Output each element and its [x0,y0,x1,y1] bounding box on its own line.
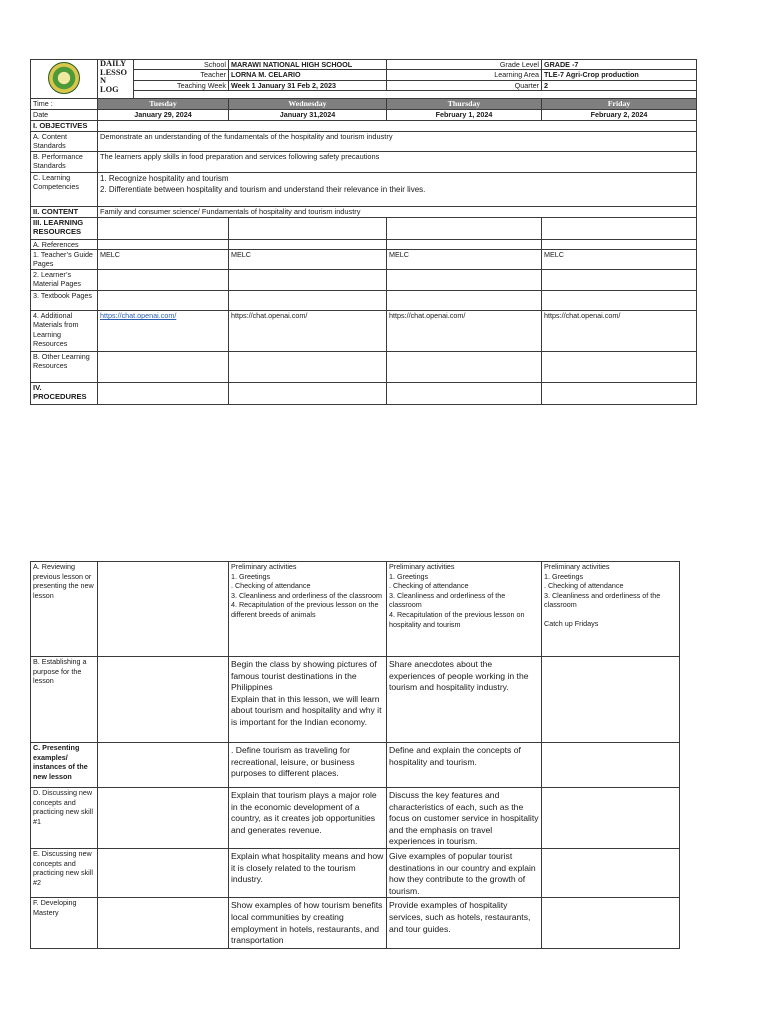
list-item: 3. Cleanliness and orderliness of the classroom [231,590,383,600]
procedure-b-thu: Share anecdotes about the experiences of people working in the tourism and hospitality industry. [387,657,542,743]
quarter-value: 2 [542,80,697,90]
content-standards-text: Demonstrate an understanding of the fundamentals of the hospitality and tourism industry [98,131,697,151]
procedure-d-thu: Discuss the key features and characteristics of each, such as the focus on customer service in hospitality and the emphasis on travel experiences in tourism. [387,788,542,849]
procedure-d-label: D. Discussing new concepts and practicing new skill #1 [31,788,98,849]
list-item: Preliminary activities [231,562,297,571]
procedure-c-thu: Define and explain the concepts of hospitality and tourism. [387,743,542,788]
list-item: 1. Greetings [231,571,271,581]
teachers-guide-fri: MELC [542,250,697,270]
learners-material-label: 2. Learner’s Material Pages [31,270,98,291]
school-value: MARAWI NATIONAL HIGH SCHOOL [229,60,387,70]
list-item: 3. Cleanliness and orderliness of the classroom [389,590,506,610]
procedure-b-wed [229,657,387,743]
resources-heading: III. LEARNING RESOURCES [31,217,98,239]
competency-2: 2. Differentiate between hospitality and tourism and understand their relevance in their lives. [100,184,426,194]
date-thursday: February 1, 2024 [387,110,542,120]
procedure-a-thu [387,562,542,657]
performance-standards-text: The learners apply skills in food preparation and services following safety precautions [98,151,697,172]
grade-label: Grade Level [387,60,542,70]
list-item: 1. Greetings [544,571,584,581]
procedure-a-fri [542,562,680,657]
learning-competencies-label: C. Learning Competencies [31,172,98,206]
dll-procedures-table [30,561,680,949]
competency-1: 1. Recognize hospitality and tourism [100,173,229,183]
catch-up-fridays: Catch up Fridays [544,618,599,628]
date-friday: February 2, 2024 [542,110,697,120]
procedure-a-wed [229,562,387,657]
school-seal-icon [48,62,80,94]
teacher-label: Teacher [134,70,229,80]
procedure-f-wed: Show examples of how tourism benefits local communities by creating employment in hotels, restaurants, and transportation [229,898,387,949]
week-label: Teaching Week [134,80,229,90]
procedure-e-label: E. Discussing new concepts and practicing new skill #2 [31,848,98,897]
date-label: Date [31,110,98,120]
procedure-e-thu: Give examples of popular tourist destinations in our country and explain how they contribute to the growth of tourism. [387,848,542,897]
date-wednesday: January 31,2024 [229,110,387,120]
textbook-label: 3. Textbook Pages [31,291,98,311]
area-value: TLE-7 Agri-Crop production [542,70,697,80]
content-heading: II. CONTENT [31,206,98,217]
procedure-c-wed: . Define tourism as traveling for recreational, leisure, or business purposes to different places. [229,743,387,788]
area-label: Learning Area [387,70,542,80]
list-item: 3. Cleanliness and orderliness of the classroom [544,590,661,610]
procedures-heading: IV. PROCEDURES [31,383,98,405]
list-item: Preliminary activities [544,562,610,571]
teachers-guide-thu: MELC [387,250,542,270]
learning-competencies-text [98,172,697,206]
teachers-guide-wed: MELC [229,250,387,270]
additional-materials-fri: https://chat.openai.com/ [542,311,697,352]
performance-standards-label: B. Performance Standards [31,151,98,172]
procedure-e-wed: Explain what hospitality means and how it is closely related to the tourism industry. [229,848,387,897]
teacher-value: LORNA M. CELARIO [229,70,387,80]
list-item: . Checking of attendance [389,581,469,591]
school-logo-cell [31,60,98,99]
other-resources-label: B. Other Learning Resources [31,352,98,383]
additional-materials-link-tue[interactable]: https://chat.openai.com/ [100,311,177,321]
dll-header-table [30,59,697,405]
school-label: School [134,60,229,70]
list-item: . Checking of attendance [231,581,311,591]
paragraph: Begin the class by showing pictures of famous tourist destinations in the Philippines [231,659,377,693]
list-item: 1. Greetings [389,571,429,581]
title-line: LESSO [100,67,128,77]
additional-materials-label: 4. Additional Materials from Learning Resources [31,311,98,352]
procedure-f-thu: Provide examples of hospitality services, such as hotels, restaurants, and tour guides. [387,898,542,949]
objectives-heading: I. OBJECTIVES [31,120,98,131]
additional-materials-thu: https://chat.openai.com/ [387,311,542,352]
week-value: Week 1 January 31 Feb 2, 2023 [229,80,387,90]
day-thursday: Thursday [387,99,542,110]
procedure-c-label: C. Presenting examples/ instances of the new lesson [31,743,98,788]
time-label: Time : [31,99,98,110]
quarter-label: Quarter [387,80,542,90]
content-standards-label: A. Content Standards [31,131,98,151]
day-friday: Friday [542,99,697,110]
teachers-guide-label: 1. Teacher’s Guide Pages [31,250,98,270]
paragraph: Explain that in this lesson, we will learn about tourism and hospitality and why it is important for the Indian economy. [231,693,382,727]
date-tuesday: January 29, 2024 [98,110,229,120]
title-line: LOG [100,84,119,94]
procedure-d-wed: Explain that tourism plays a major role in the economic development of a country, as it creates job opportunities and generates revenue. [229,788,387,849]
content-text: Family and consumer science/ Fundamentals of hospitality and tourism industry [98,206,697,217]
title-line: N [100,76,107,86]
procedure-b-label: B. Establishing a purpose for the lesson [31,657,98,743]
title-line: DAILY [100,59,127,68]
list-item: Preliminary activities [389,562,455,571]
additional-materials-wed: https://chat.openai.com/ [229,311,387,352]
teachers-guide-tue: MELC [98,250,229,270]
list-item: . Checking of attendance [544,581,624,591]
day-tuesday: Tuesday [98,99,229,110]
list-item: 4. Recapitulation of the previous lesson on the different breeds of animals [231,600,379,619]
day-wednesday: Wednesday [229,99,387,110]
references-label: A. References [31,239,98,249]
grade-value: GRADE -7 [542,60,697,70]
procedure-f-label: F. Developing Mastery [31,898,98,949]
procedure-a-label: A. Reviewing previous lesson or presenting the new lesson [31,562,98,657]
list-item: 4. Recapitulation of the previous lesson on hospitality and tourism [389,609,525,629]
dll-title [98,60,134,99]
